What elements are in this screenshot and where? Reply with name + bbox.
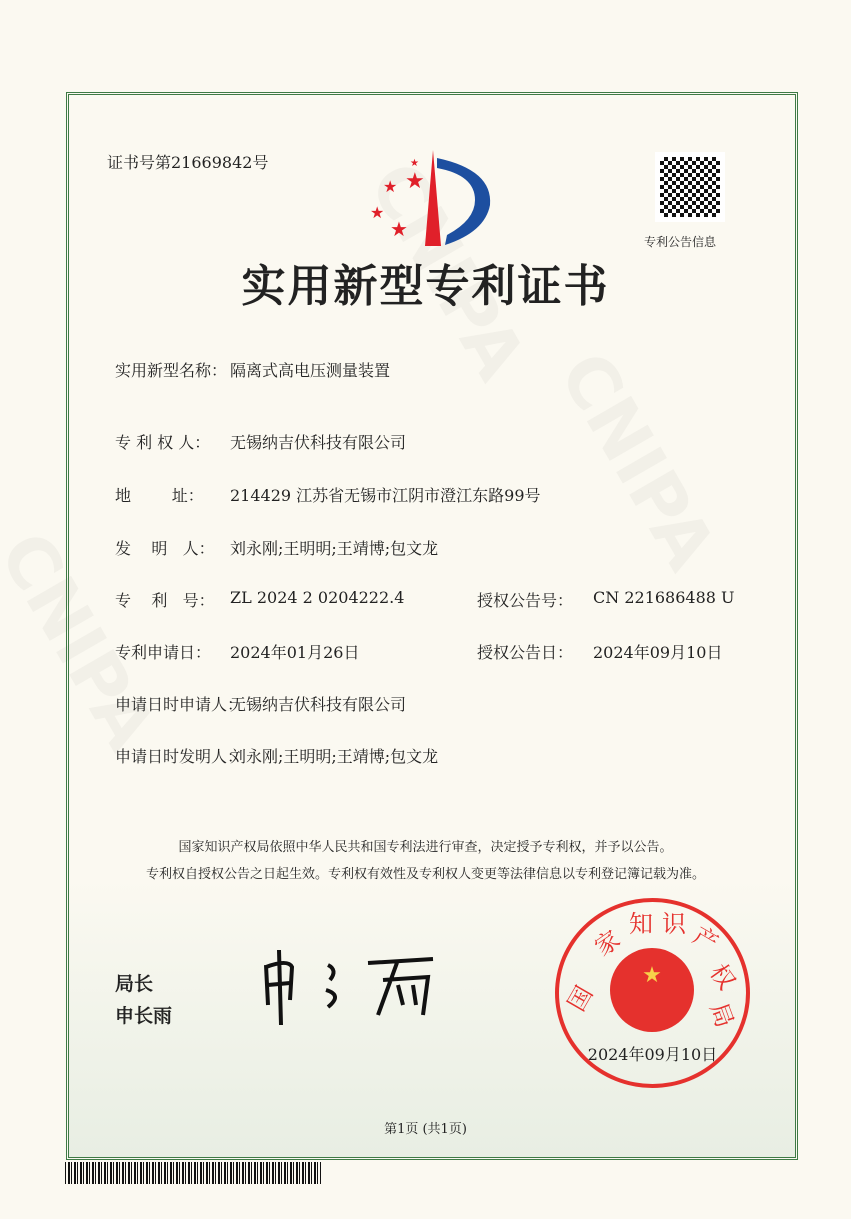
notice-line: 专利权自授权公告之日起生效。专利权有效性及专利权人变更等法律信息以专利登记簿记载为准。 (145, 867, 705, 882)
field-value: 2024年09月10日 (593, 643, 723, 662)
field-value: 无锡纳吉伏科技有限公司 (230, 433, 407, 452)
svg-text:★: ★ (390, 217, 408, 241)
field-label: 专 利 号： (115, 591, 215, 610)
field-value: 刘永刚;王明明;王靖博;包文龙 (230, 539, 439, 558)
svg-text:★: ★ (383, 177, 398, 196)
field-label: 发 明 人： (115, 539, 215, 558)
svg-text:家: 家 (589, 924, 626, 962)
handwritten-signature (258, 945, 448, 1030)
field-label: 申请日时申请人： (115, 695, 244, 714)
page-title: 实用新型专利证书 (241, 261, 610, 312)
svg-text:局: 局 (704, 999, 739, 1032)
signatory (115, 968, 172, 1032)
field-label: 地 址： (115, 486, 204, 505)
qr-code[interactable] (655, 152, 725, 222)
cnipa-logo (365, 150, 500, 250)
field-label: 实用新型名称： (115, 361, 228, 380)
signatory-name: 申长雨 (115, 1005, 173, 1027)
svg-text:★: ★ (410, 158, 419, 169)
field-value: 214429 江苏省无锡市江阴市澄江东路99号 (230, 486, 541, 505)
svg-text:识: 识 (662, 910, 686, 938)
field-value: 刘永刚;王明明;王靖博;包文龙 (230, 747, 439, 766)
svg-text:权: 权 (704, 959, 741, 995)
field-label: 专 利 权 人： (115, 433, 211, 452)
notice-line: 国家知识产权局依照中华人民共和国专利法进行审查，决定授予专利权，并予以公告。 (178, 840, 673, 855)
signatory-title: 局长 (115, 973, 154, 995)
seal-date: 2024年09月10日 (587, 1045, 718, 1064)
barcode (65, 1162, 321, 1184)
svg-text:★: ★ (405, 169, 425, 194)
field-value: 隔离式高电压测量装置 (230, 361, 391, 380)
certificate-number: 证书号第21669842号 (107, 153, 269, 172)
field-value: ZL 2024 2 0204222.4 (230, 588, 405, 607)
official-seal (555, 898, 750, 1088)
field-label: 专利申请日： (115, 643, 212, 662)
field-value: 无锡纳吉伏科技有限公司 (230, 695, 407, 714)
page-indicator: 第1页 (共1页) (384, 1122, 467, 1137)
svg-text:★: ★ (642, 963, 662, 988)
svg-text:★: ★ (370, 203, 385, 222)
field-value: CN 221686488 U (593, 588, 735, 607)
qr-label: 专利公告信息 (644, 235, 717, 249)
svg-text:产: 产 (688, 921, 723, 958)
svg-text:国: 国 (562, 981, 599, 1016)
field-value: 2024年01月26日 (230, 643, 360, 662)
field-label: 申请日时发明人： (115, 747, 244, 766)
svg-text:知: 知 (629, 910, 653, 938)
field-label: 授权公告号： (477, 591, 574, 610)
field-label: 授权公告日： (477, 643, 574, 662)
